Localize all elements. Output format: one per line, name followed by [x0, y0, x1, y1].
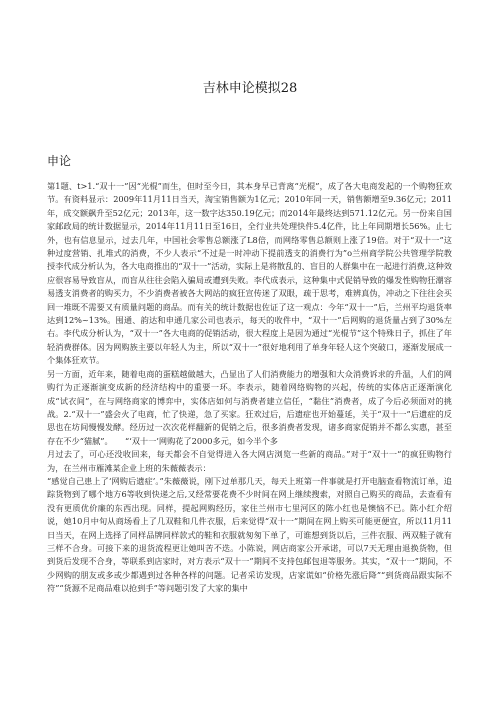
document-body: [47, 180, 452, 596]
paragraph: 月过去了，可心还没收回来，每天都会不自觉得进入各大网店浏览一些新的商品。”对于“双十一”的疯狂购物行为，在兰州市雁滩某企业上班的朱薇薇表示：: [47, 449, 452, 473]
paragraph: 另一方面，近年来，随着电商的蛋糕越做越大，凸显出了人们消费能力的增强和大众消费诉求的升温，人们的网购行为正逐渐演变成新的经济结构中的重要一环。李表示，随着网络购物的兴起，传统的实体店正逐渐演化成“试衣间”，在与网络商家的博弈中，实体店如何与消费者建立信任，“黏住”消费者，成了今后必须面对的挑战。2.“双十一”盛会火了电商，忙了快递，急了买家。狂欢过后，后遗症也开始蔓延，关于“双十一”后遗症的反思也在坊间慢慢发酵。经历过一次次花样翻新的促销之后，很多消费者发现，诸多商家促销并不都么实惠，甚至存在不少“猫腻”。 “‘双十一’网购花了2000多元，如今半个多: [47, 368, 452, 446]
paragraph: “感觉自己患上了‘网购后遗症’。”朱薇薇说，刚下过单那几天，每天上班第一件事就是打开电脑查看物流订单，追踪货物到了哪个地方6等收到快递之后,又经常要花费不少时间在网上继续搜索，对照自己购买的商品，去查看有没有更质优价廉的东西出现。同样，提起网购经历，家住兰州市七里河区的陈小红也是懊恼不已。陈小红介绍说，她10月中旬从商场看上了几双鞋和几件衣服，后来觉得“双十一”期间在网上购买可能更便宜，所以11月11日当天，在网上选择了同样品牌同样款式的鞋和衣服就匆匆下单了，可谁想到货以后，三件衣服、两双鞋子就有三样不合身。可接下来的退货流程更让她叫苦不迭。小陈说，网店商家公开承诺，可以7天无理由退换货物，但到货后发现不合身，等联系到店家时，对方表示“双十一”期间不支持包邮包退等服务。其实，“双十一”期间，不少网购的朋友或多或少都遇到过各种各样的问题。记者采访发现，店家谎如“价格先涨后降”“到货商品跟实际不符”“货源不足商品难以抢到手”等问题引发了大家的集中: [47, 475, 452, 594]
paragraph: 第1题、t>1.“双十一”因“光棍”而生，但时至今日，其本身早已背离“光棍”，成了各大电商发起的一个购物狂欢节。有资料显示：2009年11月11日当天，淘宝销售额为1亿元；2010年同一天，销售额增至9.36亿元；2011年，成交额飙升至52亿元；2013年，这一数字达350.19亿元；而2014年最终达到571.12亿元。另一份来自国家邮政局的统计数据显示，2014年11月11日至16日，全行业共处理快件5.4亿件，比上年同期增长56%。止七外，也有信息显示，过去几年，中国社会零售总额涨了L8倍，而网络零售总额则上涨了19倍。对于“双十一”这种过度营销、扎堆式的消费，不少人表示“不过是一时冲动下提前透支的消费行为”o兰州商学院公共管理学院教授李代成分析认为，各大电商推出的“双十一”活动，实际上是将散乱的、盲目的人群集中在一起进行消费,这种效应很容易导致盲从，而盲从往往会陷入骗局或遭到失败。李代成表示，这种集中式促销导致的爆发性购物狂潮容易透支消费者的购买力，不少消费者被各大网站的疯狂宣传迷了双眼，疏于思考，难辨真伪，冲动之下往往会买回一堆既不需要又有质量问题的商品。而有关的统计数据也佐证了这一观点：今年“双十一”后，兰州平均退货率达到12%~13%。囤通、韵达和申通几家公司也表示，每天的收件中，“双十一”后网购的退货量占到了30%左右。李代成分析认为，“双十一”各大电商的促销活动，很大程度上是因为通过“光棍节”这个特殊日子，抓住了年轻消费群体。因为网购族主要以年轻人为主，所以“双十一”很好地利用了单身年轻人这个突破口，逐渐发展成一个集体狂欢节。: [47, 181, 452, 366]
section-heading: 申论: [47, 154, 72, 168]
document-title: 吉林申论模拟28: [202, 81, 298, 96]
